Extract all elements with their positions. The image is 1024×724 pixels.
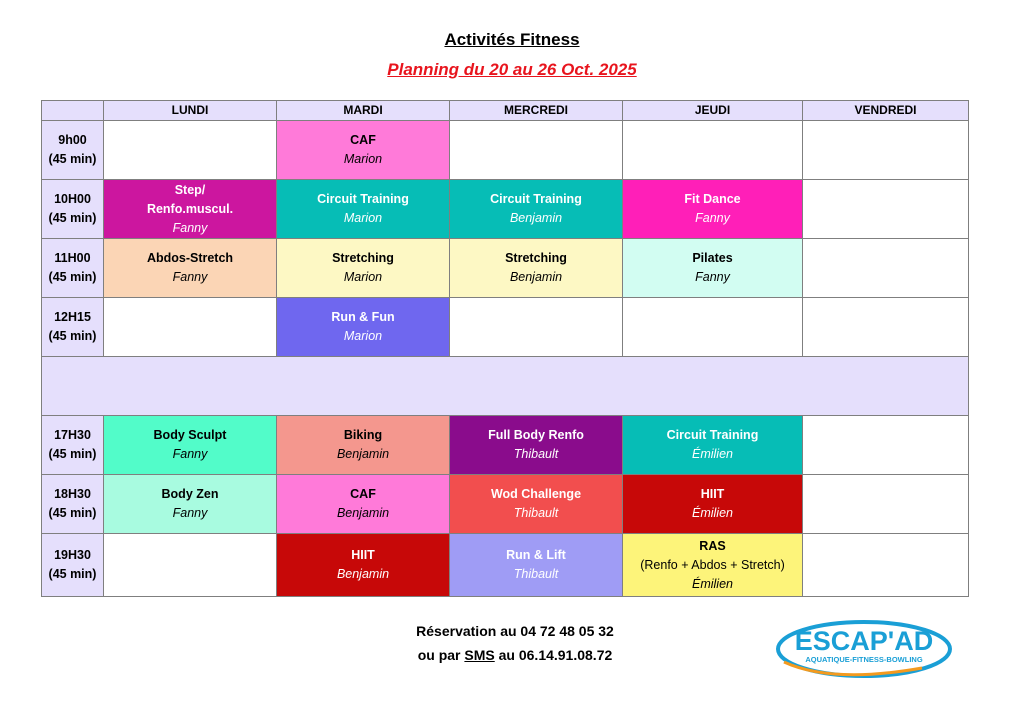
coach-name: Thibault [513,447,559,461]
activity-name: Body Zen [161,487,219,501]
slot-duration: (45 min) [48,329,97,343]
reservation-sms [350,643,680,667]
time-cell [42,475,104,534]
activity-name: Pilates [692,251,733,265]
empty-cell [803,534,969,597]
activity-cell [623,239,803,298]
slot-time: 19H30 [54,548,91,562]
page-subtitle: Planning du 20 au 26 Oct. 2025 [387,60,637,79]
coach-name: Fanny [172,220,208,235]
coach-name: Émilien [692,447,733,461]
coach-name: Benjamin [509,211,563,225]
reservation-phone: Réservation au 04 72 48 05 32 [416,623,614,639]
time-slot-row [42,475,969,534]
header-row [42,101,969,121]
slot-time: 11H00 [54,251,91,265]
coach-name: Fanny [172,270,208,284]
day-header: MARDI [277,101,450,121]
coach-name: Marion [343,152,383,166]
activity-name: HIIT [700,487,725,501]
day-header: JEUDI [623,101,803,121]
activity-name: CAF [350,133,376,147]
time-cell [42,416,104,475]
activity-name: Body Sculpt [153,428,227,442]
slot-duration: (45 min) [48,506,97,520]
empty-cell [803,121,969,180]
time-cell [42,298,104,357]
day-header: MERCREDI [450,101,623,121]
time-cell [42,180,104,239]
break-cell [42,357,969,416]
reservation-info [350,619,680,667]
activity-cell [277,239,450,298]
coach-name: Marion [343,270,383,284]
schedule-table [41,100,969,597]
day-header: LUNDI [104,101,277,121]
corner-cell [42,101,104,121]
activity-name: Circuit Training [317,192,409,206]
activity-name: Step/ Renfo.muscul. [146,182,234,216]
time-cell [42,239,104,298]
time-slot-row [42,416,969,475]
coach-name: Benjamin [336,567,390,581]
coach-name: Marion [343,211,383,225]
activity-name: Abdos-Stretch [146,251,234,265]
activity-cell [623,416,803,475]
activity-name: Circuit Training [490,192,582,206]
activity-name: Fit Dance [684,192,741,206]
logo-tagline: AQUATIQUE-FITNESS-BOWLING [805,655,923,664]
activity-name: Run & Lift [506,548,566,562]
empty-cell [450,121,623,180]
activity-cell [104,416,277,475]
coach-name: Thibault [513,567,559,581]
time-slot-row [42,121,969,180]
activity-name: Stretching [505,251,567,265]
coach-name: Fanny [172,447,208,461]
slot-time: 18H30 [54,487,91,501]
activity-name: Run & Fun [331,310,395,324]
time-slot-row [42,180,969,239]
activity-cell [623,180,803,239]
coach-name: Benjamin [336,447,390,461]
slot-time: 10H00 [54,192,91,206]
empty-cell [803,180,969,239]
coach-name: Marion [343,329,383,343]
empty-cell [104,298,277,357]
activity-cell [277,180,450,239]
activity-cell [450,534,623,597]
time-slot-row [42,239,969,298]
activity-name: Stretching [332,251,394,265]
empty-cell [450,298,623,357]
activity-detail: (Renfo + Abdos + Stretch) [640,557,785,572]
slot-duration: (45 min) [48,567,97,581]
empty-cell [623,298,803,357]
activity-cell [104,475,277,534]
sms-number: au 06.14.91.08.72 [494,647,613,663]
activity-cell [277,298,450,357]
slot-duration: (45 min) [48,211,97,225]
activity-cell [623,534,803,597]
activity-name: Full Body Renfo [488,428,584,442]
empty-cell [803,239,969,298]
activity-cell [450,475,623,534]
activity-cell [450,416,623,475]
sms-prefix: ou par [417,647,465,663]
time-slot-row [42,534,969,597]
sms-label: SMS [464,647,495,663]
activity-name: HIIT [351,548,375,562]
activity-cell [450,239,623,298]
activity-cell [104,239,277,298]
empty-cell [803,416,969,475]
activity-cell [104,180,277,239]
coach-name: Benjamin [509,270,563,284]
activity-name: Biking [343,428,383,442]
activity-name: RAS [699,538,726,553]
empty-cell [803,298,969,357]
activity-cell [450,180,623,239]
coach-name: Émilien [692,576,733,591]
activity-cell [277,534,450,597]
slot-duration: (45 min) [48,270,97,284]
empty-cell [104,534,277,597]
activity-cell [277,475,450,534]
activity-cell [277,416,450,475]
coach-name: Fanny [695,211,730,225]
break-row [42,357,969,416]
empty-cell [803,475,969,534]
coach-name: Fanny [695,270,730,284]
activity-cell [277,121,450,180]
slot-time: 17H30 [54,428,91,442]
page-title: Activités Fitness [444,30,580,49]
time-cell [42,121,104,180]
empty-cell [623,121,803,180]
activity-name: Circuit Training [666,428,759,442]
logo-name: ESCAP'AD [794,626,934,656]
activity-name: Wod Challenge [490,487,582,501]
empty-cell [104,121,277,180]
slot-duration: (45 min) [48,152,97,166]
coach-name: Benjamin [336,506,390,520]
time-cell [42,534,104,597]
coach-name: Thibault [513,506,559,520]
time-slot-row [42,298,969,357]
slot-time: 12H15 [54,310,91,324]
activity-cell [623,475,803,534]
activity-name: CAF [350,487,376,501]
escapad-logo [772,618,952,680]
slot-duration: (45 min) [48,447,97,461]
slot-time: 9h00 [58,133,87,147]
day-header: VENDREDI [803,101,969,121]
coach-name: Fanny [172,506,208,520]
coach-name: Émilien [692,506,733,520]
